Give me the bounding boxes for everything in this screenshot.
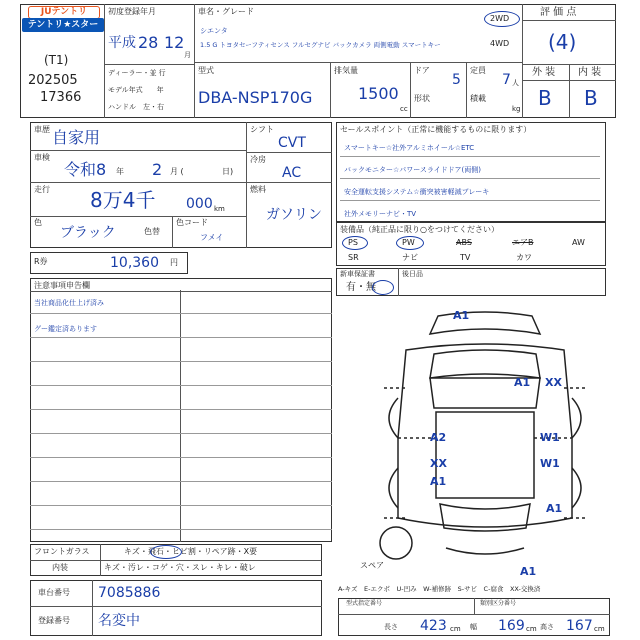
width-unit: cm xyxy=(526,625,537,633)
notes-panel xyxy=(30,278,332,542)
color-label: 色 xyxy=(34,218,42,227)
damage-right-a1: A1 xyxy=(514,376,531,389)
displacement-unit: cc xyxy=(400,105,408,113)
height-label: 高さ xyxy=(540,623,554,631)
aircon-value: AC xyxy=(282,165,302,181)
registration-value: 名変中 xyxy=(98,613,140,629)
front-glass-value: キズ・飛石・ヒビ割・リペア跡・X要 xyxy=(124,547,258,556)
aircon-label: 冷房 xyxy=(250,155,266,164)
note-line-1: 当社商品化仕上げ済み xyxy=(34,299,104,307)
interior-label: 内装 xyxy=(52,563,68,572)
int-grade: B xyxy=(584,86,598,110)
model-year-label: モデル年式 年 xyxy=(108,86,164,94)
load-label: 積載 xyxy=(470,94,486,103)
color-value: ブラック xyxy=(60,225,116,241)
ext-grade-label: 外 装 xyxy=(532,67,556,78)
grade-label: 評 価 点 xyxy=(540,7,577,18)
first-reg-month: 12 xyxy=(164,33,185,52)
damage-left-a1: A1 xyxy=(430,475,447,488)
color-code-label: 色コード xyxy=(176,218,208,227)
capacity-value: 7 xyxy=(502,72,511,88)
height-value: 167 xyxy=(566,618,593,634)
car-grade: 1.5 G トヨタセーフティセンス フルセグナビ バックカメラ 両側電動 スマートキー xyxy=(200,41,441,49)
length-unit: cm xyxy=(450,625,461,633)
car-name-label: 車名・グレード xyxy=(198,7,254,16)
warranty-options: 有・無 xyxy=(346,282,376,293)
doors-label: ドア xyxy=(414,66,430,75)
recycle-value: 10,360 xyxy=(110,255,159,271)
recycle-label: R券 xyxy=(34,257,48,266)
ext-grade: B xyxy=(538,86,552,110)
mileage-sub: 000 xyxy=(186,196,213,212)
selling-point-3: 安全運転支援システム☆衝突被害軽減ブレーキ xyxy=(344,188,490,196)
displacement-value: 1500 xyxy=(358,84,399,103)
width-label: 幅 xyxy=(470,623,477,631)
fuel-value: ガソリン xyxy=(266,207,322,223)
damage-left-a2: A2 xyxy=(430,431,447,444)
height-unit: cm xyxy=(594,625,605,633)
notes-label: 注意事項申告欄 xyxy=(34,281,90,290)
logo-line1: JUテントリ xyxy=(28,6,100,19)
usage-label: 車歴 xyxy=(34,125,50,134)
equipment-label: 装備品（純正品に限り○をつけてください） xyxy=(340,225,499,234)
color-code: フメイ xyxy=(200,233,224,242)
equip-pw: PW xyxy=(402,238,415,247)
record-label: 後日品 xyxy=(402,270,423,278)
inspection-month-unit: 月 ( xyxy=(170,167,184,176)
spare-label: スペア xyxy=(360,561,384,570)
car-diagram xyxy=(376,308,594,570)
selling-point-1: スマートキー☆社外アルミホイール☆ETC xyxy=(344,144,475,152)
equip-navi: ナビ xyxy=(402,253,418,262)
warranty-label: 新車保証書 xyxy=(340,270,375,278)
width-value: 169 xyxy=(498,618,525,634)
fuel-label: 燃料 xyxy=(250,185,266,194)
mileage-unit: km xyxy=(214,205,225,213)
length-label: 長さ xyxy=(384,623,398,631)
header-panel xyxy=(20,4,616,118)
inspection-year-unit: 年 xyxy=(116,167,124,176)
chassis-value: 7085886 xyxy=(98,585,161,601)
damage-left-xx: XX xyxy=(430,457,447,470)
selling-point-2: バックモニター☆パワースライドドア(両側) xyxy=(344,166,481,174)
chassis-panel xyxy=(30,580,322,636)
first-reg-era: 平成 xyxy=(108,35,136,51)
registration-label: 登録番号 xyxy=(38,616,70,625)
note-line-2: グー鑑定済あります xyxy=(34,325,97,333)
displacement-label: 排気量 xyxy=(334,66,358,75)
model-label: 型式 xyxy=(198,66,214,75)
model-value: DBA-NSP170G xyxy=(198,88,313,107)
damage-legend: A-キズ E-エクボ U-凹み W-補修跡 S-サビ C-腐食 XX-交換済 xyxy=(338,585,541,593)
lot-sub: 17366 xyxy=(40,90,82,105)
capacity-label: 定員 xyxy=(470,66,486,75)
dealer-label: ディーラー・並 行 xyxy=(108,69,166,77)
grade-score: (4) xyxy=(548,30,577,54)
spec-no-label: 型式指定番号 xyxy=(346,600,383,607)
selling-point-4: 社外メモリーナビ・TV xyxy=(344,210,417,218)
shape-label: 形状 xyxy=(414,94,430,103)
color-change-label: 色替 xyxy=(144,227,160,236)
damage-right-w1a: W1 xyxy=(540,431,560,444)
usage-value: 自家用 xyxy=(52,128,101,147)
inspection-label: 車検 xyxy=(34,153,50,162)
equip-airbag: エアB xyxy=(512,238,534,247)
lot-code: (T1) xyxy=(44,53,69,67)
brand-logo xyxy=(22,6,104,46)
equip-aw: AW xyxy=(572,238,585,247)
inspection-day-unit: 日) xyxy=(222,167,234,176)
equip-abs: ABS xyxy=(456,238,472,247)
first-reg-month-unit: 月 xyxy=(184,51,191,59)
equip-leather: カワ xyxy=(516,253,532,262)
class-no-label: 類別区分番号 xyxy=(480,600,517,607)
logo-line2: テントリ★スター xyxy=(22,18,104,32)
length-value: 423 xyxy=(420,618,447,634)
selling-points-label: セールスポイント（正常に機能するものに限ります） xyxy=(340,125,532,134)
mileage-label: 走行 xyxy=(34,185,50,194)
first-reg-year: 28 xyxy=(138,33,159,52)
equip-sr: SR xyxy=(348,253,359,262)
handle-label: ハンドル 左・右 xyxy=(108,103,164,111)
load-unit: kg xyxy=(512,105,521,113)
inspection-era: 令和8 xyxy=(64,160,107,179)
front-glass-label: フロントガラス xyxy=(34,547,90,556)
damage-rear-a1: A1 xyxy=(520,565,537,578)
drive-2wd: 2WD xyxy=(490,14,510,23)
drive-4wd: 4WD xyxy=(490,39,510,48)
damage-front-a1: A1 xyxy=(453,309,470,322)
doors-value: 5 xyxy=(452,72,461,88)
capacity-unit: 人 xyxy=(512,79,519,87)
int-grade-label: 内 装 xyxy=(578,67,602,78)
equip-ps: PS xyxy=(348,238,358,247)
damage-right-a1b: A1 xyxy=(546,502,563,515)
interior-value: キズ・汚レ・コゲ・穴・スレ・キレ・破レ xyxy=(104,563,256,572)
first-reg-label: 初度登録年月 xyxy=(108,7,156,16)
recycle-unit: 円 xyxy=(170,258,178,267)
car-name: シエンタ xyxy=(200,27,228,35)
shift-label: シフト xyxy=(250,125,274,134)
damage-right-xx: XX xyxy=(545,376,562,389)
chassis-label: 車台番号 xyxy=(38,588,70,597)
recycle-panel xyxy=(30,252,188,274)
inspection-month: 2 xyxy=(152,160,163,179)
shift-value: CVT xyxy=(278,135,306,151)
lot-number: 202505 xyxy=(28,73,78,88)
equip-tv: TV xyxy=(460,253,471,262)
mileage-value: 8万4千 xyxy=(90,188,156,212)
damage-right-w1b: W1 xyxy=(540,457,560,470)
